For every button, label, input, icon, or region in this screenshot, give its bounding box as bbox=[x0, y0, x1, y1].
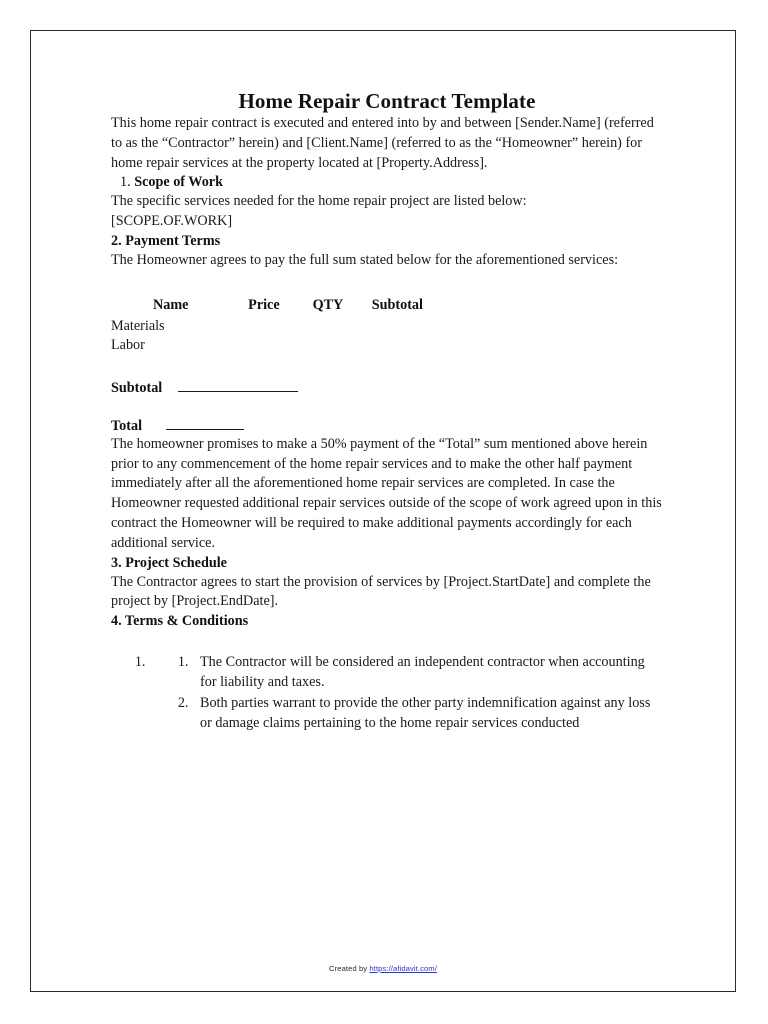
column-header-name: Name bbox=[153, 296, 189, 313]
page-title: Home Repair Contract Template bbox=[238, 89, 536, 113]
cell-subtotal bbox=[372, 317, 451, 337]
table-row bbox=[111, 317, 451, 337]
list-item: 1. 1. The Contractor will be considered an independent contractor when accounting for liability and taxes. bbox=[192, 653, 663, 693]
cell-qty bbox=[313, 336, 372, 356]
cell-price bbox=[248, 317, 312, 337]
list-item bbox=[149, 653, 663, 733]
column-header-price: Price bbox=[248, 296, 280, 313]
total-label: Total bbox=[111, 417, 143, 434]
cell-name: Materials bbox=[111, 317, 165, 334]
schedule-paragraph: The Contractor agrees to start the provision of services by [Project.StartDate] and complete the project by [Project.EndDate]. bbox=[111, 573, 651, 610]
section-heading-terms-conditions: 4. Terms & Conditions bbox=[111, 613, 249, 630]
page-content bbox=[111, 31, 663, 734]
subtotal-blank-field bbox=[178, 380, 298, 392]
footer-credit-prefix: Created by bbox=[329, 964, 370, 973]
subtotal-row bbox=[111, 380, 663, 397]
payment-lead-paragraph: The Homeowner agrees to pay the full sum stated below for the aforementioned services: bbox=[111, 251, 619, 268]
subtotal-label: Subtotal bbox=[111, 379, 163, 396]
footer-credit-link[interactable]: https://afidavit.com/ bbox=[369, 964, 437, 973]
scope-section-title: Scope of Work bbox=[134, 174, 223, 191]
totals-section bbox=[111, 380, 663, 435]
terms-outer-list bbox=[111, 653, 663, 733]
table-header-row bbox=[111, 297, 451, 317]
column-header-subtotal: Subtotal bbox=[371, 296, 423, 313]
price-table bbox=[111, 297, 451, 356]
scope-section-number: 1. bbox=[120, 174, 131, 191]
intro-paragraph: This home repair contract is executed and entered into by and between [Sender.Name] (referred to as the “Contractor” herein) and [Client.Name] (referred to as the “Homeowner” herein) for home repair services at the property located at [Property.Address]. bbox=[111, 115, 654, 171]
table-row bbox=[111, 336, 451, 356]
total-row bbox=[111, 418, 663, 435]
cell-price bbox=[248, 336, 312, 356]
footer-credit bbox=[31, 964, 735, 973]
cell-qty bbox=[313, 317, 372, 337]
list-item: 2. Both parties warrant to provide the other party indemnification against any loss or damage claims pertaining to the home repair services conducted bbox=[192, 694, 663, 734]
cell-name: Labor bbox=[111, 337, 145, 354]
total-blank-field bbox=[166, 418, 244, 430]
column-header-qty: QTY bbox=[312, 296, 344, 313]
price-table-body bbox=[111, 317, 451, 356]
price-table-header bbox=[111, 297, 451, 317]
scope-placeholder-token: [SCOPE.OF.WORK] bbox=[111, 213, 233, 230]
terms-sub-list bbox=[149, 653, 663, 733]
section-heading-project-schedule: 3. Project Schedule bbox=[111, 554, 227, 571]
document-page bbox=[30, 30, 736, 992]
scope-lead-paragraph: The specific services needed for the home repair project are listed below: bbox=[111, 193, 527, 210]
cell-subtotal bbox=[372, 336, 451, 356]
payment-detail-paragraph: The homeowner promises to make a 50% payment of the “Total” sum mentioned above herein prior to any commencement of the home repair services and to make the other half payment immediately after all the aforementioned home repair services are completed. In case the Homeowner requested additional repair services outside of the scope of work agreed upon in this contract the Homeowner will be required to make additional payments accordingly for each additional service. bbox=[111, 435, 662, 551]
section-heading-scope-of-work bbox=[111, 173, 663, 192]
section-heading-payment-terms: 2. Payment Terms bbox=[111, 232, 221, 249]
